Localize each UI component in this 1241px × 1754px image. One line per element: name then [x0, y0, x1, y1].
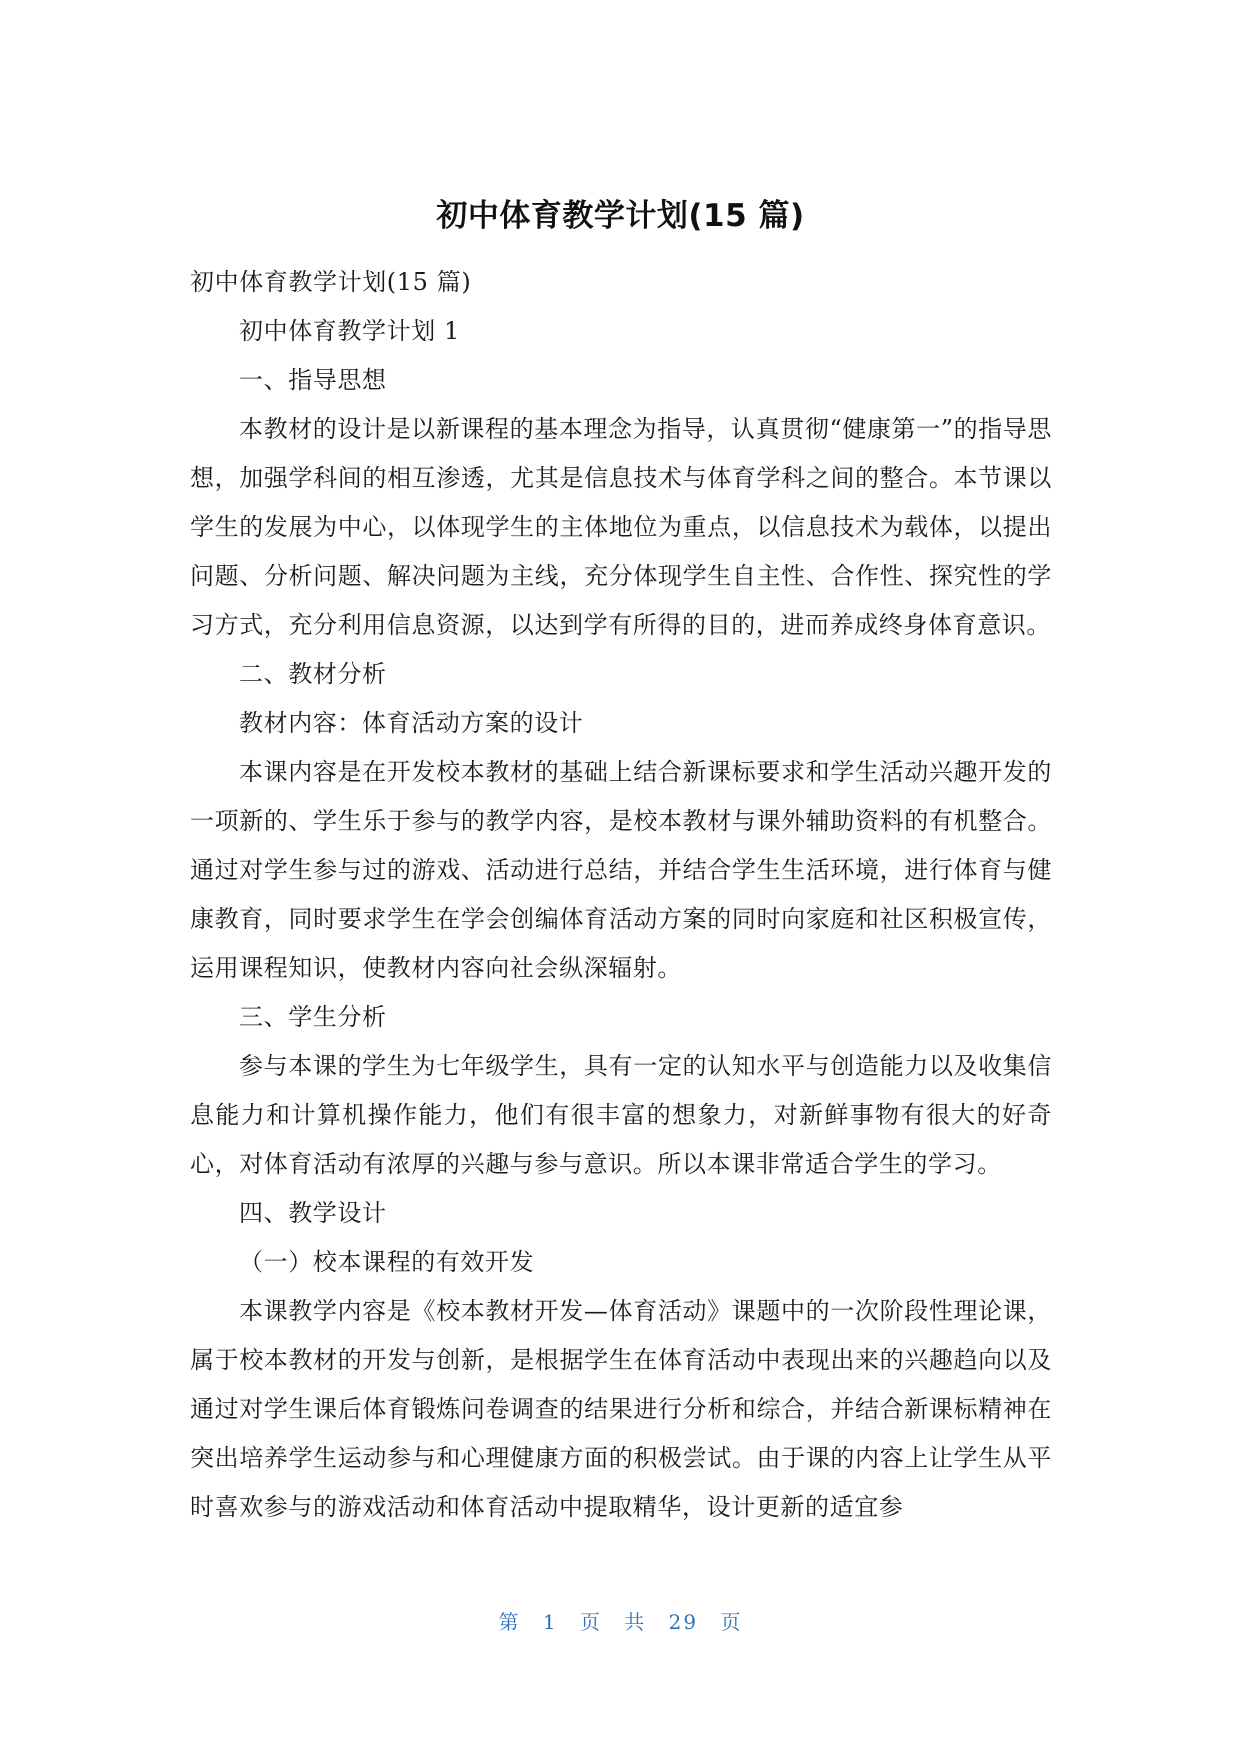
subsection-heading-course-development: （一）校本课程的有效开发	[239, 1248, 535, 1276]
section-heading-material-analysis: 二、教材分析	[239, 660, 387, 688]
material-content-line: 教材内容：体育活动方案的设计	[239, 709, 584, 737]
section-heading-student-analysis: 三、学生分析	[239, 1003, 387, 1031]
page-number-footer: 第 1 页 共 29 页	[498, 1610, 743, 1634]
document-body	[190, 258, 1052, 1532]
paragraph-student-analysis: 参与本课的学生为七年级学生，具有一定的认知水平与创造能力以及收集信息能力和计算机操作能力，他们有很丰富的想象力，对新鲜事物有很大的好奇心，对体育活动有浓厚的兴趣与参与意识。所以本课非常适合学生的学习。	[190, 1052, 1052, 1178]
subtitle-line: 初中体育教学计划(15 篇)	[190, 268, 472, 296]
paragraph-guiding-thought: 本教材的设计是以新课程的基本理念为指导，认真贯彻“健康第一”的指导思想，加强学科间的相互渗透，尤其是信息技术与体育学科之间的整合。本节课以学生的发展为中心，以体现学生的主体地位为重点，以信息技术为载体，以提出问题、分析问题、解决问题为主线，充分体现学生自主性、合作性、探究性的学习方式，充分利用信息资源，以达到学有所得的目的，进而养成终身体育意识。	[190, 415, 1052, 639]
section-heading-guiding-thought: 一、指导思想	[239, 366, 387, 394]
section-heading-teaching-design: 四、教学设计	[239, 1199, 387, 1227]
paragraph-course-development: 本课教学内容是《校本教材开发—体育活动》课题中的一次阶段性理论课，属于校本教材的开发与创新，是根据学生在体育活动中表现出来的兴趣趋向以及通过对学生课后体育锻炼问卷调查的结果进行分析和综合，并结合新课标精神在突出培养学生运动参与和心理健康方面的积极尝试。由于课的内容上让学生从平时喜欢参与的游戏活动和体育活动中提取精华，设计更新的适宜参	[190, 1297, 1052, 1521]
document-title: 初中体育教学计划(15 篇)	[436, 198, 805, 234]
paragraph-material-analysis: 本课内容是在开发校本教材的基础上结合新课标要求和学生活动兴趣开发的一项新的、学生乐于参与的教学内容，是校本教材与课外辅助资料的有机整合。通过对学生参与过的游戏、活动进行总结，并结合学生生活环境，进行体育与健康教育，同时要求学生在学会创编体育活动方案的同时向家庭和社区积极宣传，运用课程知识，使教材内容向社会纵深辐射。	[190, 758, 1052, 982]
plan-heading: 初中体育教学计划 1	[239, 317, 460, 345]
